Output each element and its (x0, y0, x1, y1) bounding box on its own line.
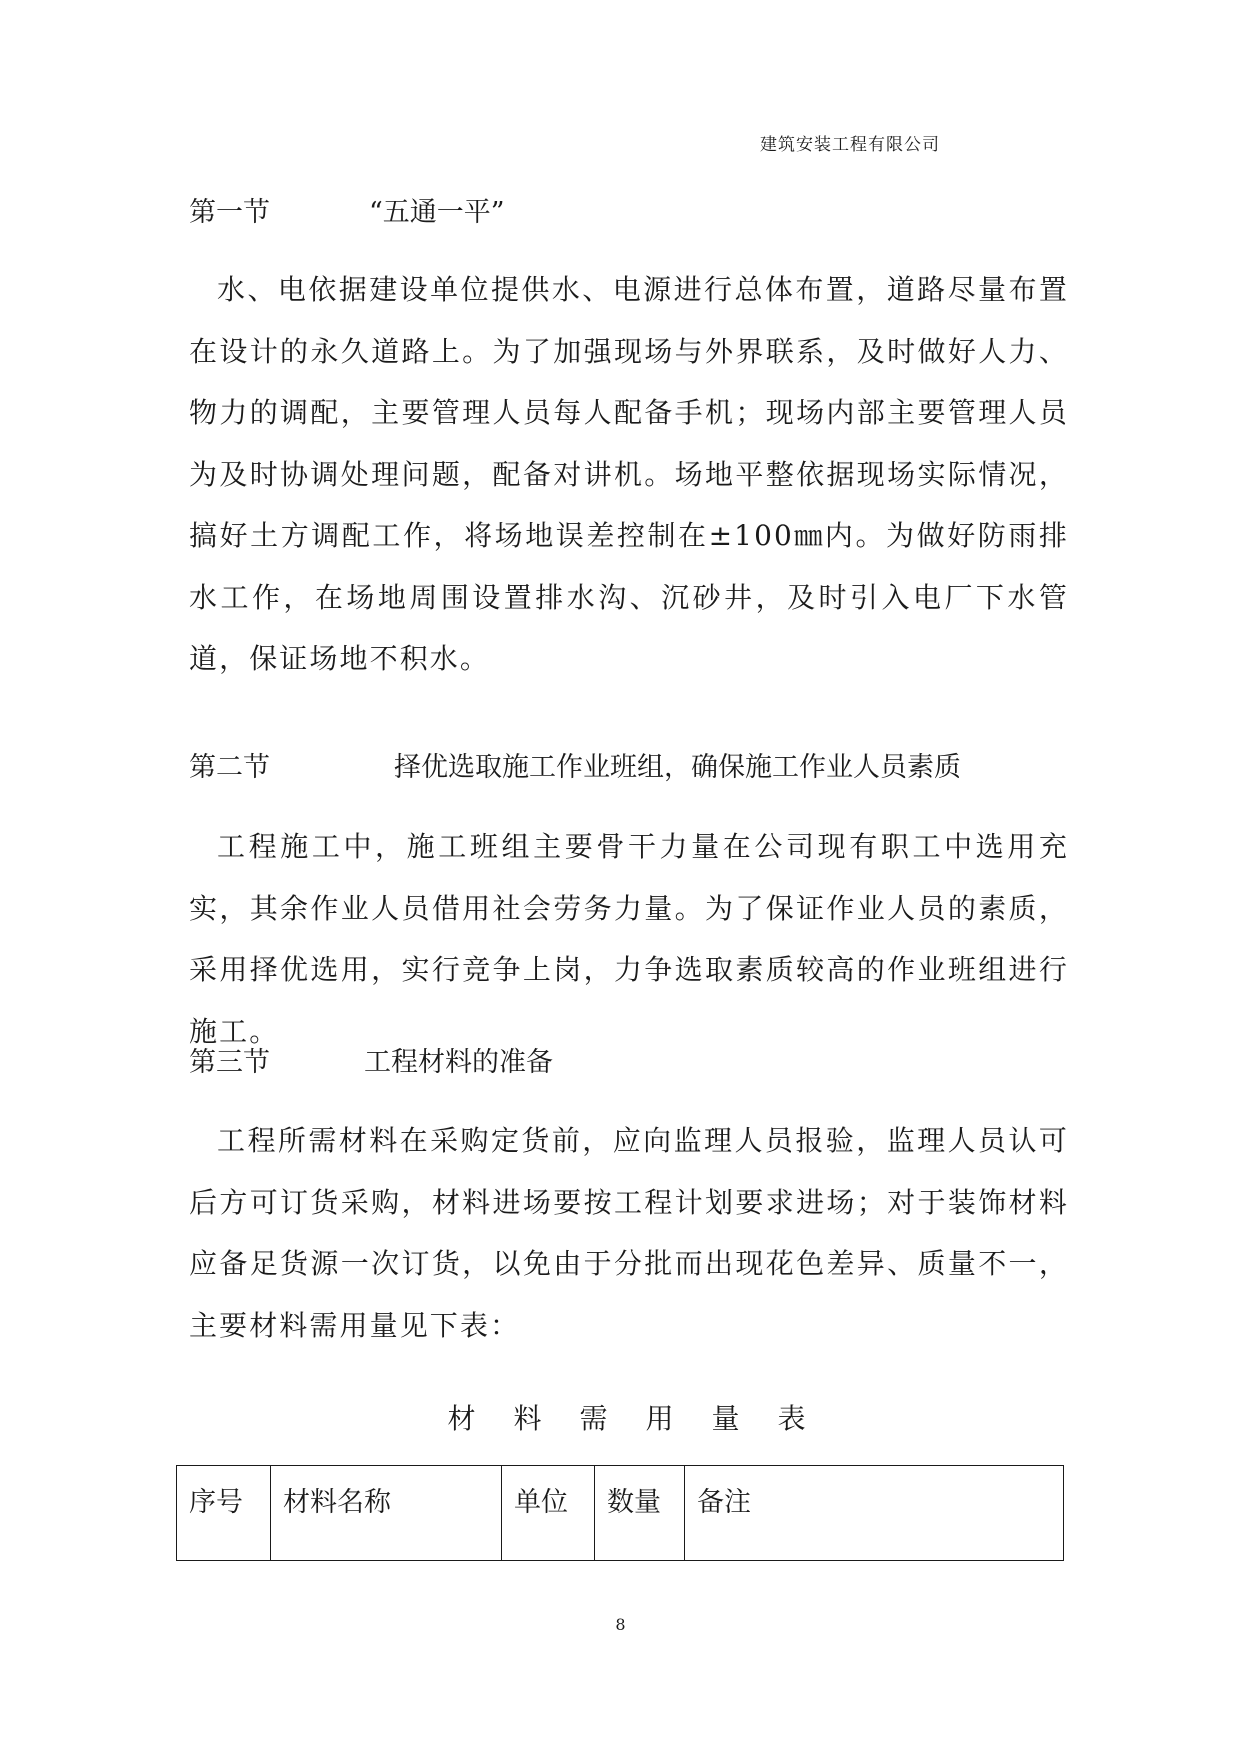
section-3-heading (189, 1040, 553, 1079)
table-header-row (177, 1466, 1064, 1561)
section-1-title: “五通一平” (369, 197, 505, 228)
section-2-title: 择优选取施工作业班组，确保施工作业人员素质 (394, 752, 961, 783)
section-1-number: 第一节 (189, 197, 270, 228)
section-2-number: 第二节 (189, 752, 270, 783)
header-cell-index: 序号 (177, 1466, 271, 1561)
header-cell-unit: 单位 (502, 1466, 595, 1561)
header-cell-name: 材料名称 (271, 1466, 502, 1561)
section-2-heading (189, 745, 961, 784)
header-cell-remarks: 备注 (685, 1466, 1064, 1561)
header-cell-quantity: 数量 (595, 1466, 685, 1561)
page-number: 8 (615, 1615, 626, 1634)
materials-table (176, 1465, 1064, 1561)
section-1-paragraph: 水、电依据建设单位提供水、电源进行总体布置，道路尽量布置在设计的永久道路上。为了加强现场与外界联系，及时做好人力、物力的调配，主要管理人员每人配备手机；现场内部主要管理人员为及时协调处理问题，配备对讲机。场地平整依据现场实际情况，搞好土方调配工作，将场地误差控制在±100㎜内。为做好防雨排水工作，在场地周围设置排水沟、沉砂井，及时引入电厂下水管道，保证场地不积水。 (189, 273, 1069, 675)
section-3-paragraph: 工程所需材料在采购定货前，应向监理人员报验，监理人员认可后方可订货采购，材料进场要按工程计划要求进场；对于装饰材料应备足货源一次订货，以免由于分批而出现花色差异、质量不一，主要材料需用量见下表： (189, 1124, 1069, 1342)
section-3-number: 第三节 (189, 1047, 270, 1078)
section-2-paragraph: 工程施工中，施工班组主要骨干力量在公司现有职工中选用充实，其余作业人员借用社会劳务力量。为了保证作业人员的素质，采用择优选用，实行竞争上岗，力争选取素质较高的作业班组进行施工。 (189, 830, 1069, 1048)
section-3-title: 工程材料的准备 (364, 1047, 553, 1078)
table-title: 材料需用量表 (447, 1402, 844, 1435)
header-company: 建筑安装工程有限公司 (760, 135, 940, 155)
section-1-heading (189, 190, 505, 229)
